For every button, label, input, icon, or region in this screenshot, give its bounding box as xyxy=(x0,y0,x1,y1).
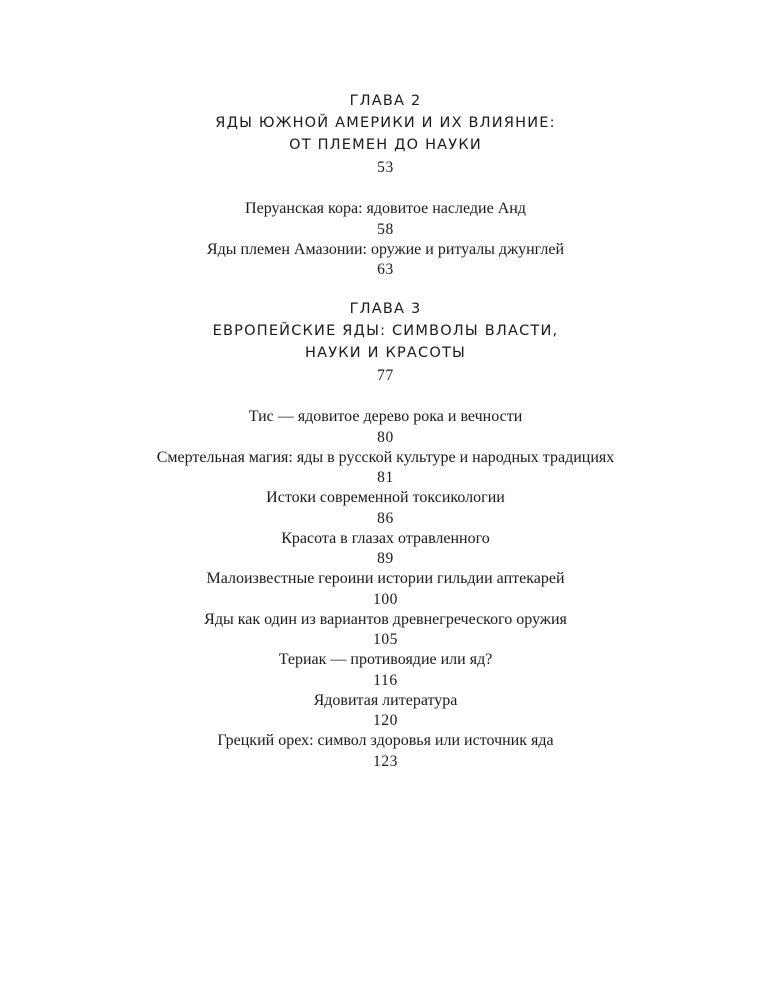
toc-entry xyxy=(0,448,771,489)
entry-page-number: 123 xyxy=(372,752,399,770)
table-of-contents xyxy=(0,90,771,772)
entry-title: Истоки современной токсикологии xyxy=(266,489,505,506)
chapter-page-number: 53 xyxy=(377,159,394,176)
entry-page-number: 81 xyxy=(377,469,394,486)
chapter-entries xyxy=(0,407,771,772)
entry-page-number: 86 xyxy=(377,509,394,527)
chapter-title-line: НАУКИ И КРАСОТЫ xyxy=(304,345,466,361)
toc-entry xyxy=(0,610,771,651)
chapter-title-line: ОТ ПЛЕМЕН ДО НАУКИ xyxy=(289,137,482,153)
entry-title: Тис — ядовитое дерево рока и вечности xyxy=(248,408,523,425)
entry-page-number: 63 xyxy=(377,261,394,278)
chapter-title-line: ЯДЫ ЮЖНОЙ АМЕРИКИ И ИХ ВЛИЯНИЕ: xyxy=(215,115,556,131)
toc-entry xyxy=(0,488,771,529)
entry-page-number: 80 xyxy=(377,428,394,446)
entry-title: Яды как один из вариантов древнегреческого оружия xyxy=(204,610,567,628)
entry-title: Красота в глазах отравленного xyxy=(281,529,490,547)
entry-page-number: 89 xyxy=(377,550,394,567)
toc-entry xyxy=(0,569,771,610)
entry-title: Териак — противоядие или яд? xyxy=(278,651,493,668)
entry-page-number: 100 xyxy=(372,590,399,608)
toc-entry xyxy=(0,199,771,240)
entry-title: Яды племен Амазонии: оружие и ритуалы джунглей xyxy=(206,240,565,258)
entry-title: Малоизвестные героини истории гильдии аптекарей xyxy=(206,570,565,587)
entry-title: Смертельная магия: яды в русской культуре и народных традициях xyxy=(156,448,615,466)
toc-entry xyxy=(0,731,771,772)
chapter-title-line: ЕВРОПЕЙСКИЕ ЯДЫ: СИМВОЛЫ ВЛАСТИ, xyxy=(212,323,559,339)
chapter-page-number: 77 xyxy=(377,367,394,384)
chapter-3 xyxy=(0,298,771,772)
entry-page-number: 58 xyxy=(377,220,394,238)
chapter-entries xyxy=(0,199,771,280)
chapter-2 xyxy=(0,90,771,280)
toc-entry xyxy=(0,650,771,691)
entry-title: Перуанская кора: ядовитое наследие Анд xyxy=(245,200,526,217)
chapter-label: ГЛАВА 3 xyxy=(349,301,422,317)
entry-page-number: 105 xyxy=(372,631,399,648)
entry-page-number: 116 xyxy=(373,671,398,689)
entry-page-number: 120 xyxy=(372,712,399,729)
toc-entry xyxy=(0,529,771,570)
toc-entry xyxy=(0,407,771,448)
entry-title: Грецкий орех: символ здоровья или источник яда xyxy=(217,732,554,749)
toc-entry xyxy=(0,691,771,732)
toc-entry xyxy=(0,240,771,281)
chapter-label: ГЛАВА 2 xyxy=(349,93,422,109)
entry-title: Ядовитая литература xyxy=(313,691,458,709)
